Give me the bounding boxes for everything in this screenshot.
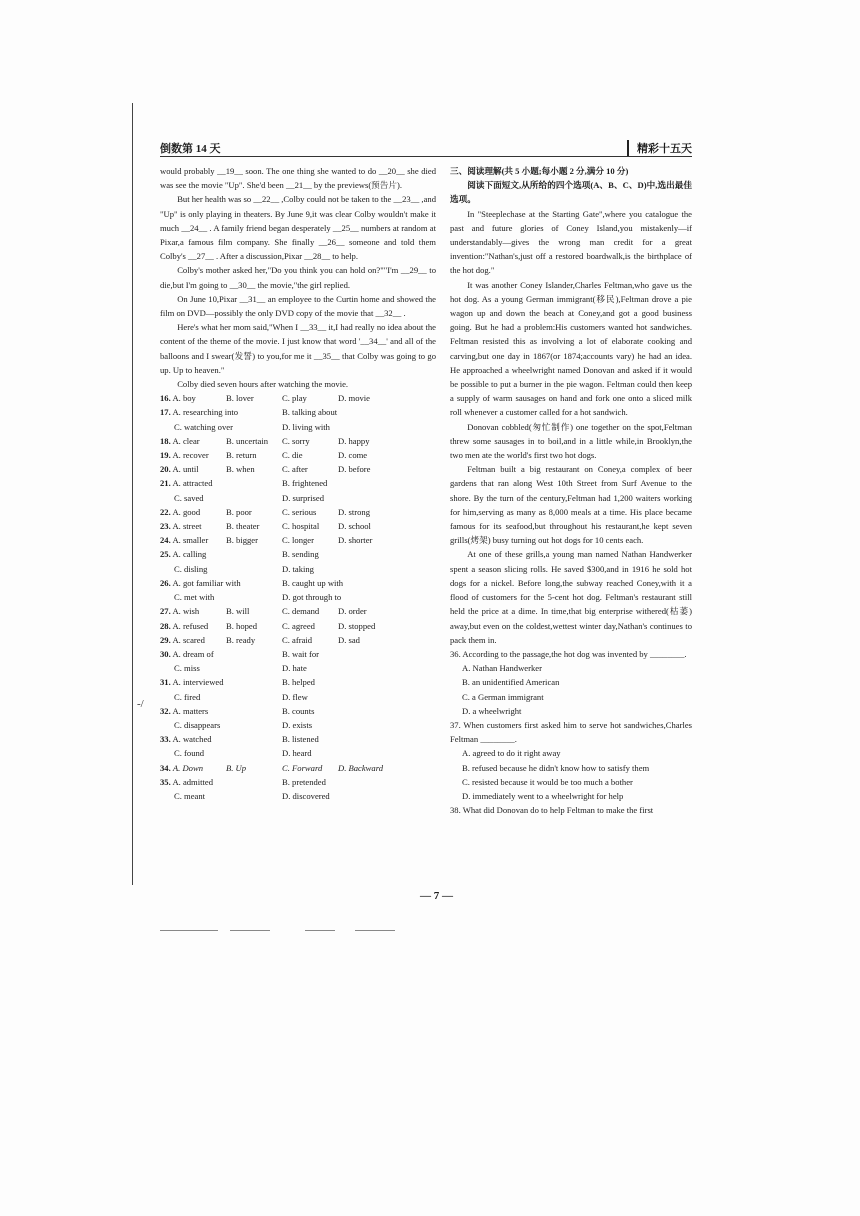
option-row — [160, 562, 436, 576]
option-d: D. before — [338, 464, 371, 475]
option-d: D. school — [338, 521, 371, 532]
option-c: C. meant — [174, 790, 206, 801]
option-a: A. attracted — [172, 478, 213, 489]
option-b: B. helped — [282, 677, 315, 688]
option-row — [160, 789, 436, 803]
passage-paragraph: But her health was so __22__ ,Colby could not be taken to the __23__ ,and "Up" is only playing in theaters. By June 9,it was clear Colby wouldn't make it much __24__ . A family friend began desperately __25__ numbers at random at Pixar,a famous film company. She finally __26__ someone and told them Colby's __27__ . After a discussion,Pixar __28__ to help. — [160, 194, 436, 262]
option-b: B. poor — [226, 506, 252, 517]
option-b: B. bigger — [226, 535, 258, 546]
option-row — [160, 491, 436, 505]
option-b: B. when — [226, 464, 255, 475]
reading-paragraph: At one of these grills,a young man named Nathan Handwerker spent a season slicing rolls. He saved $300,and in 1916 he sold hot dogs for a nickel. Before long,the subway reached Coney,with it a flood of customers for the 5-cent hot dog. Feltman's restaurant still held the price at a dime. In time,that big enterprise withered(枯萎) away,but even on the coldest,wettest winter day,Nathan's continues to pack them in. — [450, 549, 692, 645]
option-a: A. dream of — [172, 648, 214, 659]
option-b: B. ready — [226, 634, 256, 645]
option-row — [160, 761, 436, 775]
page-number: — 7 — — [420, 890, 453, 902]
section-instruction: 阅读下面短文,从所给的四个选项(A、B、C、D)中,选出最佳选项。 — [450, 180, 692, 205]
option-b: B. Up — [226, 762, 247, 773]
scan-line — [230, 930, 270, 931]
passage-paragraph: Here's what her mom said,"When I __33__ it,I had really no idea about the content of the theme of the movie. I just know that word '__34__' and all of the balloons and I swear(发誓) to you,for me it __35__ that Colby was going to go up. Up to heaven." — [160, 322, 436, 375]
question-number: 34. — [160, 762, 171, 773]
section-title: 三、阅读理解(共 5 小题;每小题 2 分,满分 10 分) — [450, 166, 629, 176]
option-a: A. refused — [172, 620, 209, 631]
option-d: D. Backward — [338, 762, 384, 773]
question-36-stem: 36. According to the passage,the hot dog was invented by ________. — [450, 648, 687, 659]
option-b: B. sending — [282, 549, 319, 560]
option-a: A. researching into — [172, 407, 239, 418]
option-c: C. play — [282, 393, 307, 404]
option-d: D. discovered — [282, 790, 330, 801]
passage-paragraph: Colby's mother asked her,"Do you think you can hold on?""I'm __29__ to die,but I'm going to __30__ the movie,"the girl replied. — [160, 265, 436, 290]
option-d: D. exists — [282, 719, 313, 730]
option-b: B. will — [226, 606, 250, 617]
option-d: D. got through to — [282, 592, 342, 603]
option-a: A. good — [172, 506, 201, 517]
option-c: C. miss — [174, 663, 200, 674]
page-header — [160, 138, 692, 156]
question-number: 16. — [160, 393, 171, 404]
option-a: A. smaller — [172, 535, 209, 546]
option-b: B. wait for — [282, 648, 319, 659]
question-number: 31. — [160, 677, 171, 688]
question-number: 32. — [160, 705, 171, 716]
question-38-stem: 38. What did Donovan do to help Feltman to make the first — [450, 805, 654, 816]
option-c: C. longer — [282, 535, 314, 546]
question-number: 29. — [160, 634, 171, 645]
option-a: A. got familiar with — [172, 577, 241, 588]
option-a: A. clear — [172, 435, 200, 446]
option-row — [160, 704, 436, 718]
option-row — [160, 462, 436, 476]
option-row — [160, 547, 436, 561]
option-row — [160, 590, 436, 604]
option-a: A. calling — [172, 549, 207, 560]
option-d: D. taking — [282, 563, 314, 574]
reading-paragraph: Feltman built a big restaurant on Coney,a complex of beer gardens that ran along West 10th Street from Surf Avenue to the shore. By the turn of the century,Feltman had 1,200 waiters working for him,serving as many as 8,000 meals at a time. His place became famous for its seafood,but throughout his restaurant,he kept seven grills(烤架) busy turning out hot dogs for 10 cents each. — [450, 464, 692, 546]
answer-option: A. agreed to do it right away — [462, 748, 561, 759]
answer-option: D. a wheelwright — [462, 705, 522, 716]
option-row — [160, 661, 436, 675]
header-right: 精彩十五天 — [627, 140, 692, 156]
option-b: B. lover — [226, 393, 254, 404]
option-d: D. shorter — [338, 535, 373, 546]
question-number: 30. — [160, 648, 171, 659]
question-number: 20. — [160, 464, 171, 475]
reading-paragraph: In "Steeplechase at the Starting Gate",where you catalogue the past and future glories of Coney Island,you mistakenly—if understandably—gives the wrong man credit for a great invention:"Nathan's,just off a restored boardwalk,is the birthplace of the hot dog." — [450, 208, 692, 276]
option-row — [160, 619, 436, 633]
reading-paragraph: It was another Coney Islander,Charles Feltman,who gave us the hot dog. As a young German immigrant(移民),Feltman drove a pie wagon up and down the beach at Coney,and got a good business going. But he had a problem:His customers wanted hot sandwiches. Feltman resisted this as involving a lot of elaborate cooking and carving,but one day in 1867(or 1874;accounts vary) he had an idea. He approached a wheelwright named Donovan and asked if it would be possible to put a burner in the pie wagon. Feltman could then keep a supply of warm sausages on hand and fork one onto a sliced milk roll whenever a customer called for a hot sandwich. — [450, 279, 692, 418]
option-c: C. agreed — [282, 620, 315, 631]
option-d: D. order — [338, 606, 367, 617]
header-left: 倒数第 14 天 — [160, 143, 221, 155]
option-row — [160, 405, 436, 419]
option-a: A. admitted — [172, 776, 214, 787]
option-b: B. pretended — [282, 776, 326, 787]
option-c: C. found — [174, 748, 205, 759]
option-b: B. frightened — [282, 478, 328, 489]
option-row — [160, 675, 436, 689]
option-d: D. happy — [338, 435, 370, 446]
option-c: C. met with — [174, 592, 215, 603]
option-d: D. hate — [282, 663, 307, 674]
answer-option: D. immediately went to a wheelwright for help — [462, 790, 624, 801]
option-row — [160, 576, 436, 590]
option-row — [160, 448, 436, 462]
option-row — [160, 718, 436, 732]
option-d: D. movie — [338, 393, 370, 404]
answer-option: B. an unidentified American — [462, 677, 560, 688]
option-d: D. come — [338, 450, 368, 461]
option-a: A. watched — [172, 734, 212, 745]
option-b: B. theater — [226, 521, 260, 532]
option-c: C. hospital — [282, 521, 320, 532]
question-number: 19. — [160, 450, 171, 461]
option-a: A. scared — [172, 634, 205, 645]
passage-paragraph: would probably __19__ soon. The one thing she wanted to do __20__ she died was see the movie "Up". She'd been __21__ by the previews(预告片). — [160, 166, 436, 191]
option-row — [160, 420, 436, 434]
option-row — [160, 533, 436, 547]
question-number: 28. — [160, 620, 171, 631]
option-c: C. serious — [282, 506, 317, 517]
option-a: A. Down — [172, 762, 203, 773]
option-d: D. surprised — [282, 492, 325, 503]
option-b: B. caught up with — [282, 577, 344, 588]
option-a: A. recover — [172, 450, 209, 461]
option-row — [160, 746, 436, 760]
option-c: C. afraid — [282, 634, 313, 645]
option-row — [160, 690, 436, 704]
option-c: C. Forward — [282, 762, 323, 773]
option-b: B. return — [226, 450, 257, 461]
option-c: C. disappears — [174, 719, 221, 730]
option-row — [160, 476, 436, 490]
option-b: B. talking about — [282, 407, 338, 418]
question-number: 27. — [160, 606, 171, 617]
option-row — [160, 519, 436, 533]
question-number: 17. — [160, 407, 171, 418]
scan-line — [160, 930, 218, 931]
right-column — [450, 164, 692, 817]
option-row — [160, 434, 436, 448]
option-c: C. watching over — [174, 421, 233, 432]
question-number: 22. — [160, 506, 171, 517]
passage-paragraph: On June 10,Pixar __31__ an employee to the Curtin home and showed the film on DVD—possibly the only DVD copy of the movie that __32__ . — [160, 293, 436, 319]
option-c: C. after — [282, 464, 308, 475]
option-a: A. boy — [172, 393, 196, 404]
option-a: A. matters — [172, 705, 209, 716]
option-c: C. demand — [282, 606, 320, 617]
option-d: D. sad — [338, 634, 360, 645]
option-row — [160, 775, 436, 789]
question-number: 23. — [160, 521, 171, 532]
option-b: B. uncertain — [226, 435, 268, 446]
option-a: A. interviewed — [172, 677, 224, 688]
scan-line — [355, 930, 395, 931]
option-c: C. sorry — [282, 435, 310, 446]
option-row — [160, 732, 436, 746]
option-c: C. saved — [174, 492, 204, 503]
answer-option: B. refused because he didn't know how to satisfy them — [462, 762, 650, 773]
header-rule — [160, 156, 692, 157]
scan-line — [305, 930, 335, 931]
option-a: A. until — [172, 464, 199, 475]
question-number: 26. — [160, 577, 171, 588]
option-d: D. flew — [282, 691, 308, 702]
option-b: B. counts — [282, 705, 315, 716]
answer-option: C. resisted because it would be too much a bother — [462, 776, 633, 787]
option-d: D. living with — [282, 421, 330, 432]
option-d: D. stopped — [338, 620, 376, 631]
option-c: C. fired — [174, 691, 201, 702]
question-37-stem: 37. When customers first asked him to serve hot sandwiches,Charles Feltman ________. — [450, 719, 692, 745]
option-b: B. listened — [282, 734, 319, 745]
passage-paragraph: Colby died seven hours after watching the movie. — [177, 379, 349, 390]
margin-mark: -/ — [137, 698, 144, 710]
option-row — [160, 633, 436, 647]
option-row — [160, 391, 436, 405]
option-row — [160, 505, 436, 519]
option-row — [160, 604, 436, 618]
question-number: 21. — [160, 478, 171, 489]
option-a: A. street — [172, 521, 202, 532]
option-c: C. die — [282, 450, 303, 461]
option-b: B. hoped — [226, 620, 258, 631]
question-number: 35. — [160, 776, 171, 787]
question-number: 33. — [160, 734, 171, 745]
option-c: C. disling — [174, 563, 208, 574]
question-number: 24. — [160, 535, 171, 546]
reading-paragraph: Donovan cobbled(匆忙制作) one together on the spot,Feltman threw some sausages in to boil,and in a little while,in Brooklyn,the two men ate the world's first two hot dogs. — [450, 421, 692, 461]
question-number: 25. — [160, 549, 171, 560]
binding-line — [132, 103, 133, 885]
option-a: A. wish — [172, 606, 200, 617]
answer-option: A. Nathan Handwerker — [462, 663, 542, 674]
answer-option: C. a German immigrant — [462, 691, 544, 702]
option-d: D. strong — [338, 506, 370, 517]
option-d: D. heard — [282, 748, 312, 759]
question-number: 18. — [160, 435, 171, 446]
option-row — [160, 647, 436, 661]
left-column — [160, 164, 436, 803]
